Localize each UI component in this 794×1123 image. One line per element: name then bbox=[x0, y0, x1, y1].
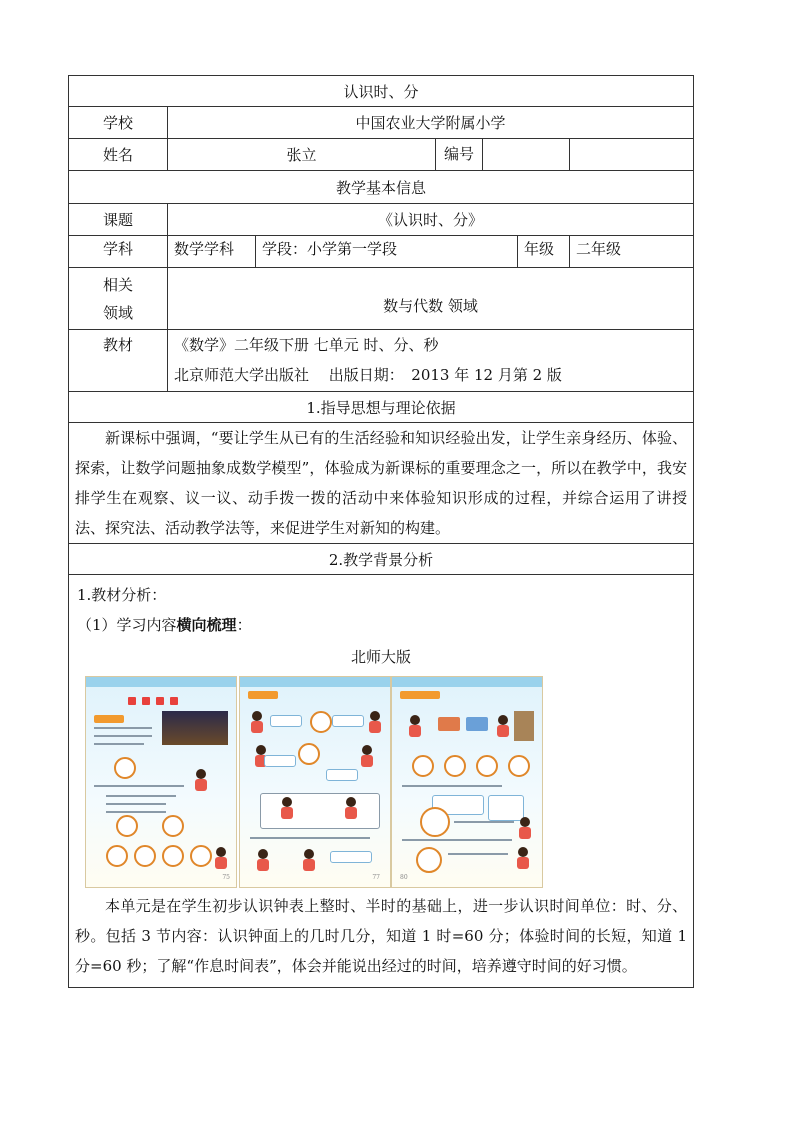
id-value bbox=[570, 139, 694, 171]
domain-label bbox=[69, 268, 168, 330]
section1-heading: 1.指导思想与理论依据 bbox=[69, 392, 694, 423]
learning-content-prefix: （1）学习内容 bbox=[77, 616, 177, 634]
basic-info-heading: 教学基本信息 bbox=[69, 171, 694, 204]
learning-content-bold: 横向梳理 bbox=[176, 616, 237, 634]
page-number-3: 80 bbox=[400, 874, 408, 881]
page-number-2: 77 bbox=[372, 874, 380, 881]
topic-label: 课题 bbox=[69, 204, 168, 236]
subject-label: 学科 bbox=[69, 236, 168, 268]
school-value: 中国农业大学附属小学 bbox=[168, 107, 694, 139]
textbook-analysis-heading: 1.教材分析： bbox=[77, 586, 167, 604]
id-label-text: 编号 bbox=[436, 139, 483, 170]
domain-value: 数与代数 领域 bbox=[168, 268, 694, 330]
learning-content-suffix: ： bbox=[236, 616, 252, 634]
page-number-1: 75 bbox=[222, 874, 230, 881]
stage-value: 学段：小学第一学段 bbox=[256, 236, 518, 268]
textbook-page-3 bbox=[391, 676, 543, 888]
learning-content-heading bbox=[75, 610, 687, 640]
section2-body-text: 本单元是在学生初步认识钟表上整时、半时的基础上，进一步认识时间单位：时、分、秒。包括 3 节内容：认识钟面上的几时几分，知道 1 时=60 分；体验时间的长短，知道 1 分=60 秒；了解“作息时间表”，体会并能说出经过的时间，培养遵守时间的好习惯。 bbox=[75, 897, 688, 975]
textbook-page-images bbox=[79, 676, 687, 891]
section1-body: 新课标中强调，“要让学生从已有的生活经验和知识经验出发，让学生亲身经历、体验、探索，让数学问题抽象成数学模型”，体验成为新课标的重要理念之一，所以在教学中，我安排学生在观察、议一议、动手拨一拨的活动中来体验知识形成的过程，并综合运用了讲授法、探究法、活动教学法等，来促进学生对新知的构建。 bbox=[69, 423, 694, 544]
name-label: 姓名 bbox=[69, 139, 168, 171]
lesson-plan-table bbox=[68, 75, 694, 988]
name-value: 张立 bbox=[168, 139, 436, 171]
edition-label: 北师大版 bbox=[351, 648, 412, 666]
grade-label: 年级 bbox=[518, 236, 570, 268]
id-label bbox=[436, 139, 570, 171]
textbook-page-2 bbox=[239, 676, 391, 888]
school-label: 学校 bbox=[69, 107, 168, 139]
topic-value: 《认识时、分》 bbox=[168, 204, 694, 236]
section2-body-cell bbox=[69, 575, 694, 988]
section2-heading: 2.教学背景分析 bbox=[69, 544, 694, 575]
textbook-line2: 北京师范大学出版社 出版日期： 2013 年 12 月第 2 版 bbox=[174, 366, 562, 384]
subject-value: 数学学科 bbox=[168, 236, 256, 268]
textbook-label: 教材 bbox=[69, 330, 168, 392]
textbook-value bbox=[168, 330, 694, 392]
grade-value: 二年级 bbox=[570, 236, 694, 268]
domain-label-line1: 相关 bbox=[102, 275, 133, 294]
domain-label-line2: 领域 bbox=[102, 303, 133, 322]
document-title: 认识时、分 bbox=[69, 76, 694, 107]
textbook-page-1 bbox=[85, 676, 237, 888]
textbook-line1: 《数学》二年级下册 七单元 时、分、秒 bbox=[174, 336, 439, 354]
